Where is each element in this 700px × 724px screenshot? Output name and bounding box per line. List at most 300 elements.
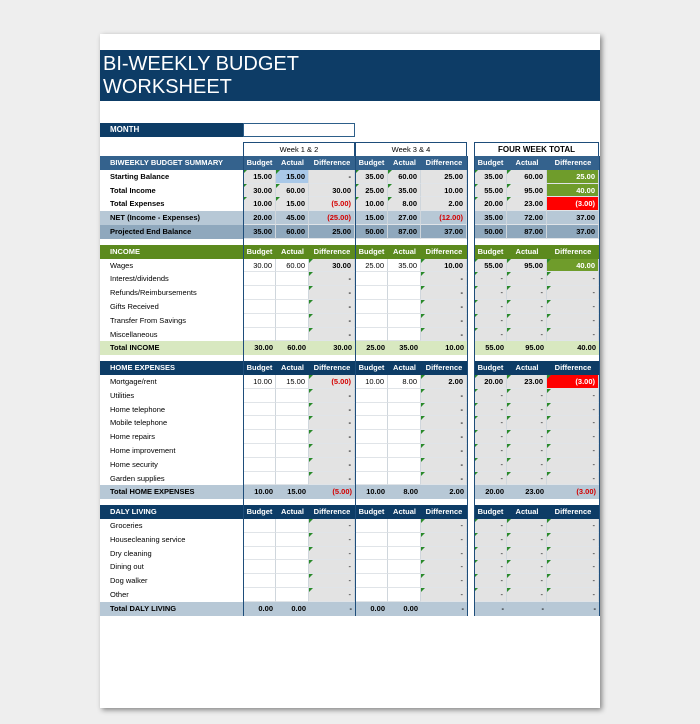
summary-header-row	[100, 156, 600, 170]
home-row-label: Home telephone	[110, 404, 166, 414]
difference-total-cell: 37.00	[547, 211, 599, 225]
budget-week12-cell: 35.00	[243, 225, 276, 239]
home-row-label: Mortgage/rent	[110, 376, 157, 386]
difference-total-cell: -	[547, 403, 599, 417]
income-total-actual-week12: 60.00	[276, 341, 309, 355]
income-total-difference-week12: 30.00	[309, 341, 355, 355]
actual-total-cell: 95.00	[507, 259, 547, 273]
home-total-row	[100, 485, 600, 499]
difference-week12-cell: -	[309, 314, 355, 328]
income-total-actual-week34: 35.00	[388, 341, 421, 355]
daily-row-label: Dog walker	[110, 576, 148, 586]
budget-week34-cell: 15.00	[355, 211, 388, 225]
budget-week34-cell[interactable]	[355, 560, 388, 574]
difference-week12-cell: -	[309, 170, 355, 184]
budget-week12-cell[interactable]	[243, 286, 276, 300]
budget-week34-cell[interactable]	[355, 547, 388, 561]
summary-col-actual-header: Actual	[507, 156, 547, 170]
home-title: HOME EXPENSES	[100, 361, 243, 375]
daily-row	[100, 560, 600, 574]
budget-week34-cell[interactable]	[355, 389, 388, 403]
actual-week12-cell[interactable]	[276, 588, 309, 602]
actual-week34-cell: 87.00	[388, 225, 421, 239]
difference-week34-cell: 2.00	[421, 375, 467, 389]
actual-week12-cell: 60.00	[276, 184, 309, 198]
actual-week34-cell[interactable]	[388, 519, 421, 533]
difference-week12-cell: -	[309, 416, 355, 430]
difference-week12-cell: -	[309, 444, 355, 458]
actual-week34-cell[interactable]	[388, 389, 421, 403]
actual-week34-cell[interactable]	[388, 403, 421, 417]
difference-week12-cell: -	[309, 547, 355, 561]
actual-total-cell: -	[507, 547, 547, 561]
income-total-budget-week34: 25.00	[355, 341, 388, 355]
column-divider	[243, 156, 244, 616]
budget-week34-cell[interactable]	[355, 472, 388, 486]
daily-row	[100, 574, 600, 588]
budget-total-cell: -	[474, 458, 507, 472]
difference-total-cell: 37.00	[547, 225, 599, 239]
week-1-2-header: Week 1 & 2	[243, 142, 355, 156]
budget-week12-cell[interactable]	[243, 328, 276, 342]
budget-total-cell: -	[474, 574, 507, 588]
income-total-label: Total INCOME	[100, 341, 243, 355]
income-col-budget-header: Budget	[243, 245, 276, 259]
budget-total-cell: -	[474, 519, 507, 533]
home-row-label: Mobile telephone	[110, 418, 168, 428]
difference-week34-cell: -	[421, 547, 467, 561]
budget-week34-cell[interactable]	[355, 416, 388, 430]
budget-week12-cell[interactable]	[243, 458, 276, 472]
budget-week12-cell[interactable]: 30.00	[243, 259, 276, 273]
actual-total-cell: -	[507, 328, 547, 342]
budget-week34-cell[interactable]	[355, 519, 388, 533]
column-divider	[474, 156, 475, 616]
column-divider	[599, 156, 600, 616]
daily-total-difference-week12: -	[309, 602, 355, 616]
income-header-row	[100, 245, 600, 259]
actual-week12-cell[interactable]	[276, 533, 309, 547]
home-total-difference-week12: (5.00)	[309, 485, 355, 499]
difference-week12-cell: -	[309, 430, 355, 444]
home-total-difference-week34: 2.00	[421, 485, 467, 499]
daily-total-row	[100, 602, 600, 616]
budget-week34-cell[interactable]	[355, 574, 388, 588]
actual-total-cell: -	[507, 533, 547, 547]
home-row-label: Garden supplies	[110, 473, 165, 483]
budget-week12-cell[interactable]	[243, 574, 276, 588]
difference-week12-cell: -	[309, 588, 355, 602]
daily-title: DALY LIVING	[100, 505, 243, 519]
actual-week12-cell[interactable]	[276, 574, 309, 588]
budget-total-cell: -	[474, 560, 507, 574]
actual-total-cell: -	[507, 416, 547, 430]
home-total-budget-total: 20.00	[474, 485, 507, 499]
home-total-actual-week34: 8.00	[388, 485, 421, 499]
actual-week12-cell[interactable]: 15.00	[276, 170, 309, 184]
difference-week12-cell: 30.00	[309, 184, 355, 198]
daily-row-label: Dry cleaning	[110, 548, 152, 558]
daily-col-actual-header: Actual	[507, 505, 547, 519]
daily-total-budget-week12: 0.00	[243, 602, 276, 616]
budget-week12-cell[interactable]	[243, 300, 276, 314]
summary-col-budget-header: Budget	[243, 156, 276, 170]
difference-total-cell: 40.00	[547, 184, 599, 198]
home-total-difference-total: (3.00)	[547, 485, 599, 499]
summary-col-actual-header: Actual	[388, 156, 421, 170]
difference-week34-cell: (12.00)	[421, 211, 467, 225]
difference-total-cell: -	[547, 286, 599, 300]
home-header-row	[100, 361, 600, 375]
actual-total-cell: -	[507, 430, 547, 444]
actual-week12-cell[interactable]	[276, 444, 309, 458]
difference-week34-cell: -	[421, 560, 467, 574]
income-total-row	[100, 341, 600, 355]
budget-total-cell: -	[474, 444, 507, 458]
budget-week12-cell[interactable]	[243, 430, 276, 444]
income-row	[100, 300, 600, 314]
difference-week34-cell: -	[421, 300, 467, 314]
summary-row	[100, 184, 600, 198]
budget-week34-cell[interactable]: 10.00	[355, 375, 388, 389]
actual-week34-cell[interactable]	[388, 533, 421, 547]
difference-total-cell: -	[547, 444, 599, 458]
budget-week12-cell[interactable]	[243, 588, 276, 602]
budget-total-cell: -	[474, 547, 507, 561]
difference-week34-cell: 10.00	[421, 259, 467, 273]
actual-week34-cell[interactable]	[388, 444, 421, 458]
home-row	[100, 444, 600, 458]
actual-total-cell: -	[507, 519, 547, 533]
difference-total-cell: 40.00	[547, 259, 599, 273]
actual-total-cell: -	[507, 272, 547, 286]
difference-week34-cell: -	[421, 286, 467, 300]
difference-total-cell: 25.00	[547, 170, 599, 184]
actual-week34-cell[interactable]	[388, 547, 421, 561]
daily-total-actual-total: -	[507, 602, 547, 616]
difference-week34-cell: 2.00	[421, 197, 467, 211]
budget-week34-cell[interactable]	[355, 444, 388, 458]
budget-week34-cell[interactable]	[355, 286, 388, 300]
budget-week34-cell[interactable]	[355, 458, 388, 472]
actual-week12-cell[interactable]	[276, 314, 309, 328]
actual-week12-cell[interactable]	[276, 458, 309, 472]
budget-total-cell: 55.00	[474, 259, 507, 273]
home-row	[100, 389, 600, 403]
actual-week12-cell[interactable]: 15.00	[276, 375, 309, 389]
difference-total-cell: -	[547, 300, 599, 314]
budget-week34-cell[interactable]	[355, 272, 388, 286]
actual-week12-cell[interactable]	[276, 416, 309, 430]
income-title: INCOME	[100, 245, 243, 259]
actual-week12-cell[interactable]	[276, 300, 309, 314]
actual-total-cell: -	[507, 314, 547, 328]
actual-week12-cell[interactable]	[276, 560, 309, 574]
home-row	[100, 472, 600, 486]
budget-week12-cell: 10.00	[243, 197, 276, 211]
actual-total-cell: 72.00	[507, 211, 547, 225]
difference-total-cell: -	[547, 472, 599, 486]
difference-week12-cell: -	[309, 574, 355, 588]
difference-week34-cell: 25.00	[421, 170, 467, 184]
budget-week12-cell: 15.00	[243, 170, 276, 184]
difference-total-cell: -	[547, 389, 599, 403]
home-col-actual-header: Actual	[388, 361, 421, 375]
actual-week34-cell[interactable]: 35.00	[388, 259, 421, 273]
income-row	[100, 259, 600, 273]
difference-total-cell: -	[547, 328, 599, 342]
difference-week34-cell: -	[421, 533, 467, 547]
income-row	[100, 328, 600, 342]
summary-row-label: Projected End Balance	[100, 225, 243, 239]
budget-week12-cell[interactable]	[243, 533, 276, 547]
home-row-label: Home improvement	[110, 445, 176, 455]
daily-row	[100, 588, 600, 602]
budget-week12-cell: 20.00	[243, 211, 276, 225]
daily-col-actual-header: Actual	[388, 505, 421, 519]
difference-week12-cell: -	[309, 272, 355, 286]
actual-week34-cell[interactable]	[388, 430, 421, 444]
actual-week12-cell[interactable]	[276, 472, 309, 486]
difference-total-cell: -	[547, 416, 599, 430]
budget-total-cell: 35.00	[474, 211, 507, 225]
budget-week12-cell[interactable]: 10.00	[243, 375, 276, 389]
actual-week12-cell[interactable]	[276, 389, 309, 403]
actual-week34-cell[interactable]	[388, 458, 421, 472]
difference-week34-cell: -	[421, 472, 467, 486]
actual-week12-cell[interactable]	[276, 328, 309, 342]
home-row-label: Home repairs	[110, 432, 156, 442]
summary-col-difference-header: Difference	[547, 156, 599, 170]
difference-week12-cell: (25.00)	[309, 211, 355, 225]
difference-week12-cell: -	[309, 533, 355, 547]
budget-week34-cell[interactable]	[355, 403, 388, 417]
daily-row-label: Dining out	[110, 562, 144, 572]
actual-week12-cell[interactable]	[276, 286, 309, 300]
budget-total-cell: -	[474, 430, 507, 444]
home-col-budget-header: Budget	[355, 361, 388, 375]
four-week-total-header: FOUR WEEK TOTAL	[474, 142, 599, 156]
home-row	[100, 403, 600, 417]
budget-total-cell: 35.00	[474, 170, 507, 184]
difference-week34-cell: -	[421, 314, 467, 328]
daily-total-label: Total DALY LIVING	[100, 602, 243, 616]
home-row-label: Home security	[110, 459, 158, 469]
actual-week34-cell: 35.00	[388, 184, 421, 198]
home-row	[100, 375, 600, 389]
column-divider	[355, 156, 356, 616]
budget-total-cell: 55.00	[474, 184, 507, 198]
summary-row	[100, 197, 600, 211]
daily-total-budget-total: -	[474, 602, 507, 616]
summary-row-label: Total Income	[110, 185, 156, 195]
actual-total-cell: -	[507, 574, 547, 588]
home-total-actual-week12: 15.00	[276, 485, 309, 499]
home-col-actual-header: Actual	[276, 361, 309, 375]
month-label: MONTH	[100, 123, 243, 137]
actual-total-cell: 95.00	[507, 184, 547, 198]
budget-week34-cell[interactable]: 25.00	[355, 259, 388, 273]
difference-week34-cell: -	[421, 416, 467, 430]
budget-week34-cell[interactable]	[355, 300, 388, 314]
actual-week34-cell[interactable]	[388, 272, 421, 286]
budget-week12-cell[interactable]	[243, 519, 276, 533]
income-total-difference-week34: 10.00	[421, 341, 467, 355]
budget-week12-cell[interactable]	[243, 560, 276, 574]
actual-week34-cell[interactable]	[388, 588, 421, 602]
difference-total-cell: -	[547, 588, 599, 602]
actual-total-cell: -	[507, 588, 547, 602]
difference-total-cell: -	[547, 314, 599, 328]
difference-total-cell: -	[547, 547, 599, 561]
difference-week34-cell: -	[421, 389, 467, 403]
budget-total-cell: -	[474, 389, 507, 403]
income-row	[100, 314, 600, 328]
difference-total-cell: (3.00)	[547, 375, 599, 389]
budget-week34-cell[interactable]	[355, 314, 388, 328]
actual-week34-cell[interactable]	[388, 574, 421, 588]
daily-total-actual-week12: 0.00	[276, 602, 309, 616]
difference-week34-cell: -	[421, 430, 467, 444]
budget-sheet	[100, 156, 600, 616]
difference-week34-cell: -	[421, 588, 467, 602]
actual-week34-cell: 8.00	[388, 197, 421, 211]
budget-week12-cell[interactable]	[243, 472, 276, 486]
daily-row-label: Other	[110, 589, 129, 599]
actual-week34-cell[interactable]	[388, 328, 421, 342]
budget-total-cell: -	[474, 403, 507, 417]
income-row-label: Miscellaneous	[110, 329, 158, 339]
income-row-label: Wages	[110, 260, 134, 270]
daily-total-difference-week34: -	[421, 602, 467, 616]
home-col-difference-header: Difference	[309, 361, 355, 375]
budget-week34-cell[interactable]	[355, 328, 388, 342]
daily-col-difference-header: Difference	[309, 505, 355, 519]
actual-week34-cell[interactable]	[388, 314, 421, 328]
actual-total-cell: 60.00	[507, 170, 547, 184]
budget-total-cell: -	[474, 472, 507, 486]
actual-week34-cell[interactable]	[388, 472, 421, 486]
difference-week12-cell: (5.00)	[309, 375, 355, 389]
actual-week34-cell[interactable]	[388, 560, 421, 574]
budget-week34-cell[interactable]	[355, 533, 388, 547]
budget-week34-cell[interactable]	[355, 430, 388, 444]
difference-total-cell: -	[547, 458, 599, 472]
home-total-actual-total: 23.00	[507, 485, 547, 499]
budget-week12-cell[interactable]	[243, 389, 276, 403]
budget-week34-cell: 50.00	[355, 225, 388, 239]
difference-week12-cell: -	[309, 286, 355, 300]
home-row-label: Utilities	[110, 390, 135, 400]
daily-col-actual-header: Actual	[276, 505, 309, 519]
difference-week12-cell: -	[309, 560, 355, 574]
daily-row	[100, 533, 600, 547]
difference-week12-cell: (5.00)	[309, 197, 355, 211]
actual-total-cell: -	[507, 389, 547, 403]
budget-week12-cell[interactable]	[243, 416, 276, 430]
budget-week12-cell[interactable]	[243, 314, 276, 328]
income-col-budget-header: Budget	[474, 245, 507, 259]
actual-week12-cell[interactable]: 60.00	[276, 259, 309, 273]
actual-week12-cell[interactable]	[276, 272, 309, 286]
summary-col-difference-header: Difference	[421, 156, 467, 170]
home-total-label: Total HOME EXPENSES	[100, 485, 243, 499]
actual-week34-cell[interactable]	[388, 286, 421, 300]
summary-col-budget-header: Budget	[474, 156, 507, 170]
difference-week12-cell: -	[309, 300, 355, 314]
summary-row	[100, 170, 600, 184]
income-col-actual-header: Actual	[276, 245, 309, 259]
income-total-actual-total: 95.00	[507, 341, 547, 355]
actual-week34-cell: 27.00	[388, 211, 421, 225]
budget-week12-cell[interactable]	[243, 272, 276, 286]
actual-week12-cell[interactable]	[276, 547, 309, 561]
actual-total-cell: -	[507, 458, 547, 472]
actual-total-cell: -	[507, 403, 547, 417]
difference-week12-cell: -	[309, 458, 355, 472]
actual-week34-cell[interactable]	[388, 300, 421, 314]
budget-week34-cell: 10.00	[355, 197, 388, 211]
daily-col-difference-header: Difference	[421, 505, 467, 519]
budget-week34-cell[interactable]	[355, 588, 388, 602]
budget-week12-cell[interactable]	[243, 547, 276, 561]
actual-total-cell: 23.00	[507, 375, 547, 389]
actual-total-cell: 87.00	[507, 225, 547, 239]
budget-total-cell: -	[474, 272, 507, 286]
actual-week34-cell[interactable]	[388, 416, 421, 430]
budget-total-cell: 20.00	[474, 197, 507, 211]
summary-col-difference-header: Difference	[309, 156, 355, 170]
budget-week34-cell: 35.00	[355, 170, 388, 184]
actual-total-cell: 23.00	[507, 197, 547, 211]
actual-week12-cell[interactable]	[276, 430, 309, 444]
difference-week34-cell: 37.00	[421, 225, 467, 239]
difference-week34-cell: -	[421, 272, 467, 286]
home-col-actual-header: Actual	[507, 361, 547, 375]
difference-week34-cell: -	[421, 458, 467, 472]
difference-week34-cell: -	[421, 444, 467, 458]
income-row-label: Transfer From Savings	[110, 315, 186, 325]
difference-week34-cell: -	[421, 574, 467, 588]
budget-total-cell: -	[474, 300, 507, 314]
difference-week12-cell: -	[309, 403, 355, 417]
daily-col-budget-header: Budget	[474, 505, 507, 519]
budget-total-cell: -	[474, 588, 507, 602]
actual-week12-cell: 15.00	[276, 197, 309, 211]
actual-week34-cell[interactable]: 8.00	[388, 375, 421, 389]
home-col-difference-header: Difference	[547, 361, 599, 375]
daily-row	[100, 547, 600, 561]
month-input[interactable]	[243, 123, 355, 137]
actual-week12-cell[interactable]	[276, 403, 309, 417]
difference-week34-cell: -	[421, 519, 467, 533]
home-row	[100, 430, 600, 444]
actual-total-cell: -	[507, 472, 547, 486]
income-row-label: Refunds/Reimbursements	[110, 288, 197, 298]
difference-total-cell: -	[547, 533, 599, 547]
budget-total-cell: -	[474, 328, 507, 342]
daily-total-difference-total: -	[547, 602, 599, 616]
difference-total-cell: -	[547, 430, 599, 444]
actual-week12-cell[interactable]	[276, 519, 309, 533]
budget-week12-cell[interactable]	[243, 444, 276, 458]
income-total-budget-week12: 30.00	[243, 341, 276, 355]
income-col-budget-header: Budget	[355, 245, 388, 259]
income-row-label: Interest/dividends	[110, 274, 169, 284]
difference-week12-cell: -	[309, 519, 355, 533]
budget-week12-cell[interactable]	[243, 403, 276, 417]
summary-row	[100, 211, 600, 225]
